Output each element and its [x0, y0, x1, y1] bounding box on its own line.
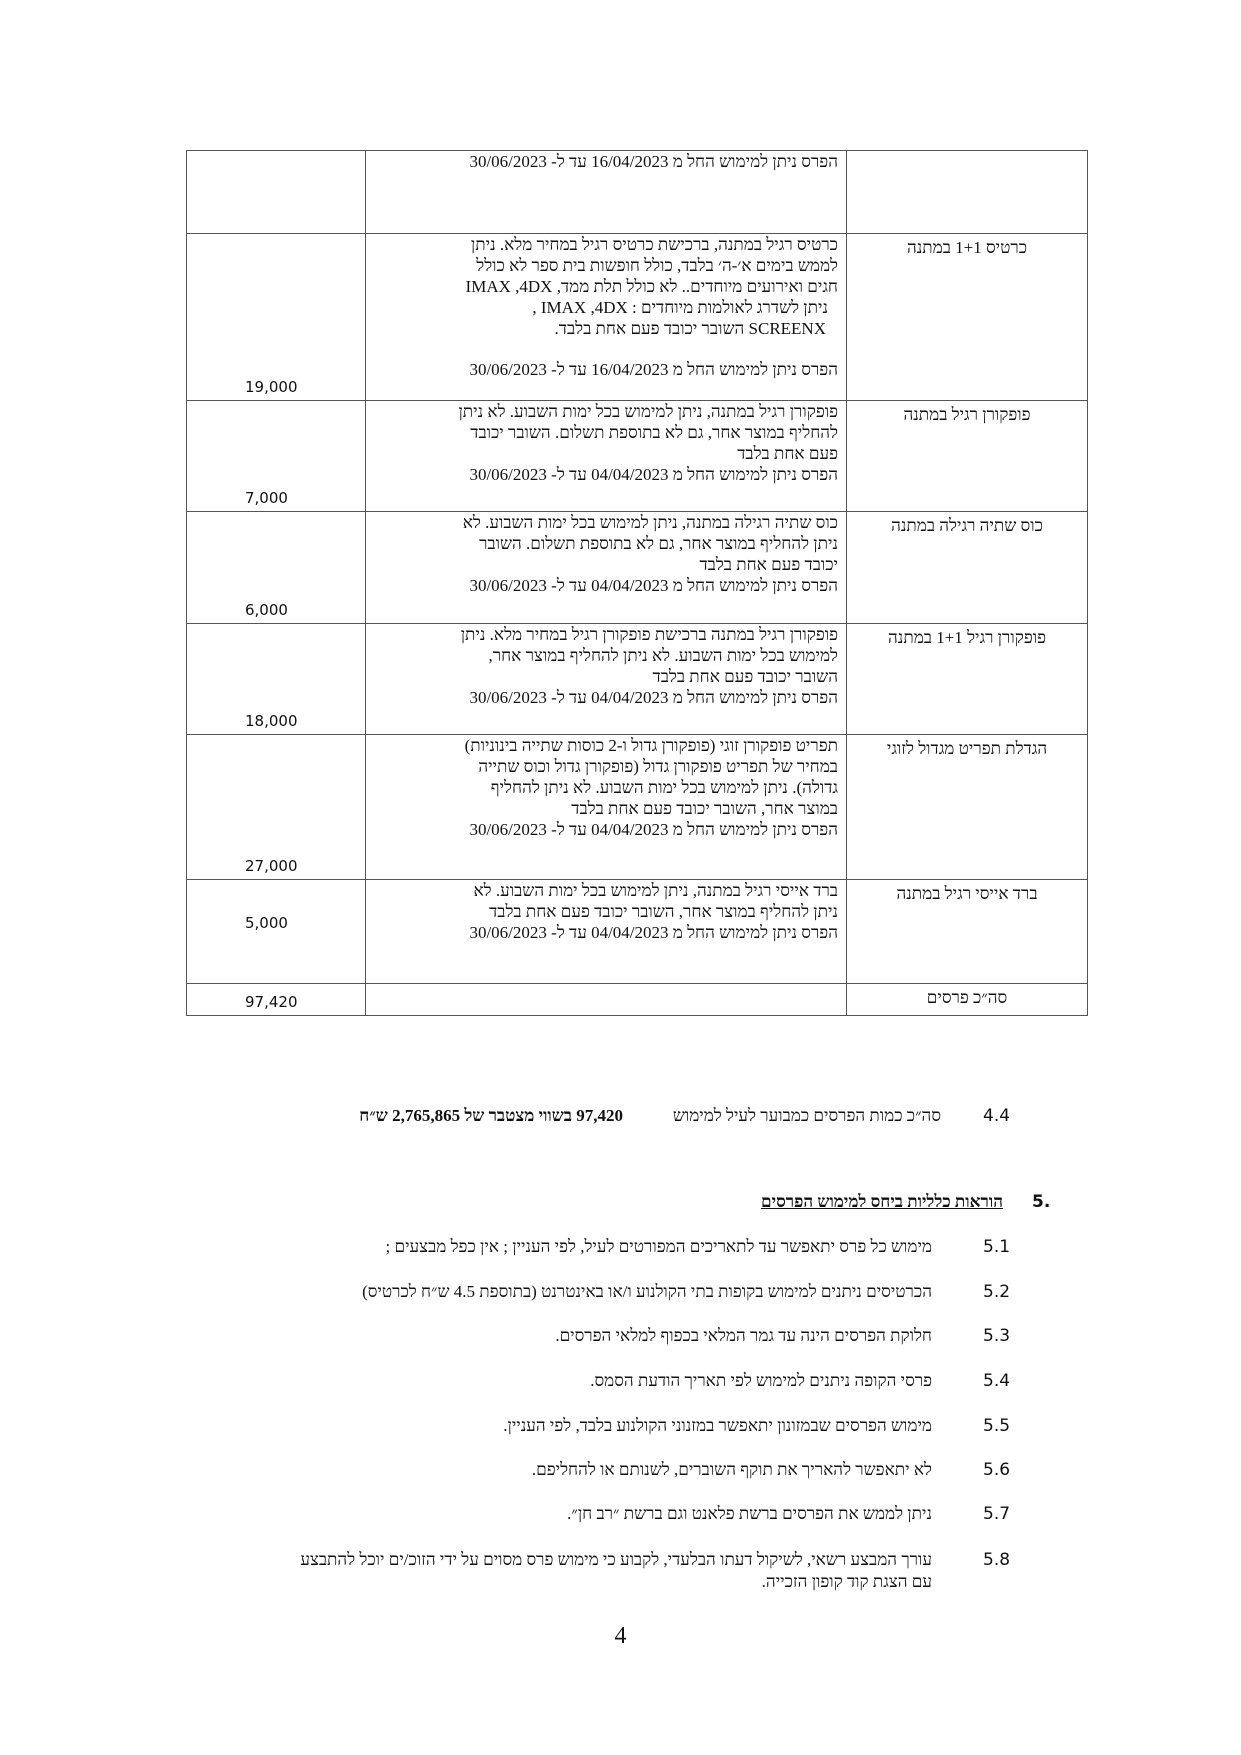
clause-number: 5.7 [983, 1504, 1011, 1524]
prize-quantity: 27,000 [245, 857, 298, 875]
prize-quantity-cell [187, 234, 366, 401]
description-line: ניתן להחליף במוצר אחר, השובר יכובד פעם אחת בלבד [489, 902, 838, 921]
clause-text: חלוקת הפרסים הינה עד גמר המלאי בכפוף למלאי הפרסים. [555, 1326, 932, 1345]
clause-number: 5.1 [983, 1237, 1011, 1257]
table-row-total [187, 984, 1088, 1016]
description-line: פופקורן רגיל במתנה ברכישת פופקורן רגיל במחיר מלא. ניתן [460, 625, 838, 644]
prize-quantity-cell [187, 624, 366, 735]
description-line: למימוש בכל ימות השבוע. לא ניתן להחליף במוצר אחר, [488, 646, 838, 665]
prize-name: כוס שתיה רגילה במתנה [891, 516, 1043, 535]
total-label: סה״כ פרסים [926, 988, 1008, 1007]
description-line: כוס שתיה רגילה במתנה, ניתן למימוש בכל ימות השבוע. לא [462, 513, 838, 532]
description-line: ניתן לשדרג לאולמות מיוחדים : IMAX ,4DX , [532, 298, 828, 317]
table-row [187, 151, 1088, 234]
clause-text-continued: עם הצגת קוד קופון הזכייה. [761, 1572, 932, 1591]
prize-description-cell [366, 880, 847, 984]
prize-name: הגדלת תפריט מגדול לזוגי [886, 739, 1048, 758]
table-row [187, 735, 1088, 880]
prize-name: פופקורן רגיל 1+1 במתנה [888, 628, 1046, 647]
clause-number: 5.8 [983, 1550, 1011, 1570]
prize-quantity: 19,000 [245, 378, 298, 396]
description-line: כרטיס רגיל במתנה, ברכישת כרטיס רגיל במחיר מלא. ניתן [470, 235, 838, 254]
prize-description-cell [366, 401, 847, 512]
description-line: הפרס ניתן למימוש החל מ 04/04/2023 עד ל- 30/06/2023 [469, 923, 838, 942]
description-line: חגים ואירועים מיוחדים.. לא כולל תלת ממד, IMAX ,4DX [465, 277, 838, 296]
prize-description-cell [366, 151, 847, 234]
description-line: הפרס ניתן למימוש החל מ 16/04/2023 עד ל- 30/06/2023 [469, 360, 838, 379]
prize-name-cell [847, 401, 1088, 512]
prizes-table [186, 150, 1088, 1016]
clause-text: לא יתאפשר להאריך את תוקף השוברים, לשנותם או להחליפם. [531, 1460, 932, 1479]
prize-name-cell [847, 512, 1088, 624]
prize-quantity-cell [187, 151, 366, 234]
prize-name-cell [847, 234, 1088, 401]
total-quantity: 97,420 [245, 993, 298, 1011]
section-number: 5. [1032, 1192, 1051, 1212]
description-line: הפרס ניתן למימוש החל מ 04/04/2023 עד ל- 30/06/2023 [469, 576, 838, 595]
prize-description-cell [366, 234, 847, 401]
prize-quantity-cell [187, 735, 366, 880]
description-line: הפרס ניתן למימוש החל מ 16/04/2023 עד ל- 30/06/2023 [469, 152, 838, 171]
clause-text: הכרטיסים ניתנים למימוש בקופות בתי הקולנוע ו/או באינטרנט (בתוספת 4.5 ש״ח לכרטיס) [362, 1282, 932, 1301]
prize-description-cell [366, 624, 847, 735]
clause-number: 5.3 [983, 1326, 1011, 1346]
prize-quantity-cell [187, 880, 366, 984]
clause-text: מימוש כל פרס יתאפשר עד לתאריכים המפורטים לעיל, לפי העניין ; אין כפל מבצעים ; [385, 1237, 932, 1256]
prize-description-cell [366, 735, 847, 880]
clause-number: 5.6 [983, 1460, 1011, 1480]
table-row [187, 234, 1088, 401]
prize-name-cell [847, 151, 1088, 234]
summary-total-value: 97,420 בשווי מצטבר של 2,765,865 ש״ח [359, 1106, 623, 1125]
description-line: הפרס ניתן למימוש החל מ 04/04/2023 עד ל- 30/06/2023 [469, 688, 838, 707]
clause-number: 4.4 [983, 1106, 1011, 1126]
prize-name: פופקורן רגיל במתנה [903, 405, 1031, 424]
prize-name: ברד אייסי רגיל במתנה [896, 884, 1038, 903]
prize-description-cell [366, 512, 847, 624]
clause-number: 5.4 [983, 1371, 1011, 1391]
table-row [187, 880, 1088, 984]
description-line: תפריט פופקורן זוגי (פופקורן גדול ו-2 כוסות שתייה בינוניות) [464, 736, 838, 755]
table-row [187, 624, 1088, 735]
total-label-cell [847, 984, 1088, 1016]
prize-name-cell [847, 880, 1088, 984]
prize-name-cell [847, 624, 1088, 735]
clause-number: 5.2 [983, 1282, 1011, 1302]
prize-name-cell [847, 735, 1088, 880]
prize-quantity: 7,000 [245, 489, 288, 507]
description-line: לממש בימים א׳-ה׳ בלבד, כולל חופשות בית ספר לא כולל [476, 256, 838, 275]
description-line: יכובד פעם אחת בלבד [699, 555, 838, 574]
summary-text: סה״כ כמות הפרסים כמבוער לעיל למימוש [672, 1106, 941, 1125]
clause-number: 5.5 [983, 1416, 1011, 1436]
description-line: הפרס ניתן למימוש החל מ 04/04/2023 עד ל- 30/06/2023 [469, 465, 838, 484]
description-line: ברד אייסי רגיל במתנה, ניתן למימוש בכל ימות השבוע. לא [473, 881, 838, 900]
total-empty-cell [366, 984, 847, 1016]
description-line: פופקורן רגיל במתנה, ניתן למימוש בכל ימות השבוע. לא ניתן [458, 402, 838, 421]
table-row [187, 512, 1088, 624]
description-line: השובר יכובד פעם אחת בלבד [652, 667, 838, 686]
prize-name: כרטיס 1+1 במתנה [906, 238, 1028, 257]
clause-text: מימוש הפרסים שבמזונון יתאפשר במזנוני הקולנוע בלבד, לפי העניין. [503, 1416, 932, 1435]
description-line: פעם אחת בלבד [737, 444, 838, 463]
prize-quantity-cell [187, 401, 366, 512]
description-line: להחליף במוצר אחר, גם לא בתוספת תשלום. השובר יכובד [470, 423, 838, 442]
table-row [187, 401, 1088, 512]
prize-quantity: 5,000 [245, 914, 288, 932]
prize-quantity: 18,000 [245, 712, 298, 730]
page-number: 4 [614, 1623, 627, 1649]
description-line: במוצר אחר, השובר יכובד פעם אחת בלבד [571, 799, 838, 818]
clause-text: ניתן לממש את הפרסים ברשת פלאנט וגם ברשת ״רב חן״. [567, 1504, 932, 1523]
description-line: הפרס ניתן למימוש החל מ 04/04/2023 עד ל- 30/06/2023 [469, 820, 838, 839]
clause-text: עורך המבצע רשאי, לשיקול דעתו הבלעדי, לקבוע כי מימוש פרס מסוים על ידי הזוכ/ים יוכל להתבצע [300, 1550, 932, 1569]
description-line: ניתן להחליף במוצר אחר, גם לא בתוספת תשלום. השובר [479, 534, 838, 553]
description-line: גדולה). ניתן למימוש בכל ימות השבוע. לא ניתן להחליף [490, 778, 838, 797]
clause-text: פרסי הקופה ניתנים למימוש לפי תאריך הודעת הסמס. [590, 1371, 932, 1390]
section-title: הוראות כלליות ביחס למימוש הפרסים [761, 1192, 1003, 1211]
description-line: במחיר של תפריט פופקורן גדול (פופקורן גדול וכוס שתייה [478, 757, 838, 776]
prize-quantity: 6,000 [245, 601, 288, 619]
description-line: SCREENX השובר יכובד פעם אחת בלבד. [554, 319, 826, 338]
total-quantity-cell [187, 984, 366, 1016]
prize-quantity-cell [187, 512, 366, 624]
